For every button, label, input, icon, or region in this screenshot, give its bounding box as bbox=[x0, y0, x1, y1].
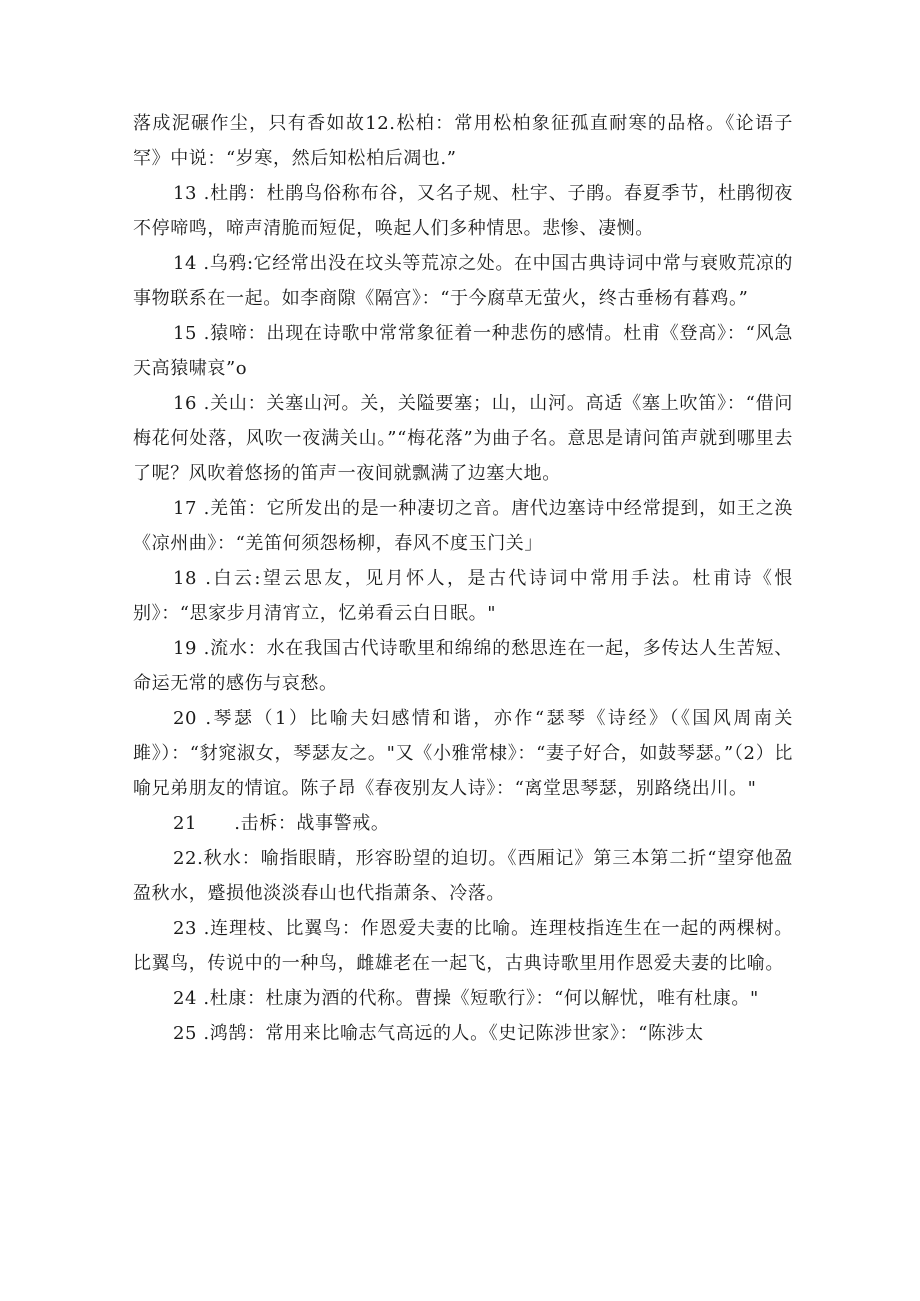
paragraph-8: 20 .琴瑟（1）比喻夫妇感情和谐，亦作“瑟琴《诗经》（《国风周南关雎》）：“豺窕淑女，琴瑟友之。"又《小雅常棣》：“妻子好合，如鼓琴瑟。”（2）比喻兄弟朋友的情谊。陈子昂《春夜别友人诗》：“离堂思琴瑟，别路绕出川。" bbox=[133, 708, 793, 799]
paragraph-3: 15 .猿啼：出现在诗歌中常常象征着一种悲伤的感情。杜甫《登高》：“风急天高猿啸哀”o bbox=[133, 323, 793, 379]
paragraph-1: 13 .杜鹃：杜鹃鸟俗称布谷，又名子规、杜宇、子鹃。春夏季节，杜鹃彻夜不停啼鸣，啼声清脆而短促，唤起人们多种情思。悲惨、凄恻。 bbox=[133, 183, 793, 239]
paragraph-6: 18 .白云:望云思友，见月怀人，是古代诗词中常用手法。杜甫诗《恨别》：“思家步月清宵立，忆弟看云白日眠。" bbox=[133, 568, 793, 624]
paragraph-10: 22.秋水：喻指眼睛，形容盼望的迫切。《西厢记》第三本第二折“望穿他盈盈秋水，蹙损他淡淡春山也代指萧条、冷落。 bbox=[133, 848, 793, 904]
paragraph-12: 24 .杜康：杜康为酒的代称。曹操《短歌行》：“何以解忧，唯有杜康。" bbox=[173, 988, 759, 1009]
paragraph-7: 19 .流水：水在我国古代诗歌里和绵绵的愁思连在一起，多传达人生苦短、命运无常的感伤与哀愁。 bbox=[133, 638, 793, 694]
paragraph-9: 21 .击柝：战事警戒。 bbox=[173, 813, 390, 834]
paragraph-4: 16 .关山：关塞山河。关，关隘要塞；山，山河。高适《塞上吹笛》：“借问梅花何处落，风吹一夜满关山。”“梅花落”为曲子名。意思是请问笛声就到哪里去了呢？风吹着悠扬的笛声一夜间就飘满了边塞大地。 bbox=[133, 393, 793, 484]
paragraph-0: 落成泥碾作尘，只有香如故12.松柏：常用松柏象征孤直耐寒的品格。《论语子罕》中说：“岁寒，然后知松柏后凋也.” bbox=[133, 113, 793, 169]
document-body bbox=[133, 106, 793, 1051]
paragraph-11: 23 .连理枝、比翼鸟：作恩爱夫妻的比喻。连理枝指连生在一起的两棵树。比翼鸟，传说中的一种鸟，雌雄老在一起飞，古典诗歌里用作恩爱夫妻的比喻。 bbox=[133, 918, 793, 974]
paragraph-2: 14 .乌鸦:它经常出没在坟头等荒凉之处。在中国古典诗词中常与衰败荒凉的事物联系在一起。如李商隙《隔宫》：“于今腐草无萤火，终古垂杨有暮鸡。” bbox=[133, 253, 794, 309]
paragraph-5: 17 .羌笛：它所发出的是一种凄切之音。唐代边塞诗中经常提到，如王之涣《凉州曲》：“羌笛何须怨杨柳，春风不度玉门关」 bbox=[133, 498, 793, 554]
paragraph-13: 25 .鸿鹄：常用来比喻志气高远的人。《史记陈涉世家》：“陈涉太 bbox=[173, 1023, 704, 1044]
